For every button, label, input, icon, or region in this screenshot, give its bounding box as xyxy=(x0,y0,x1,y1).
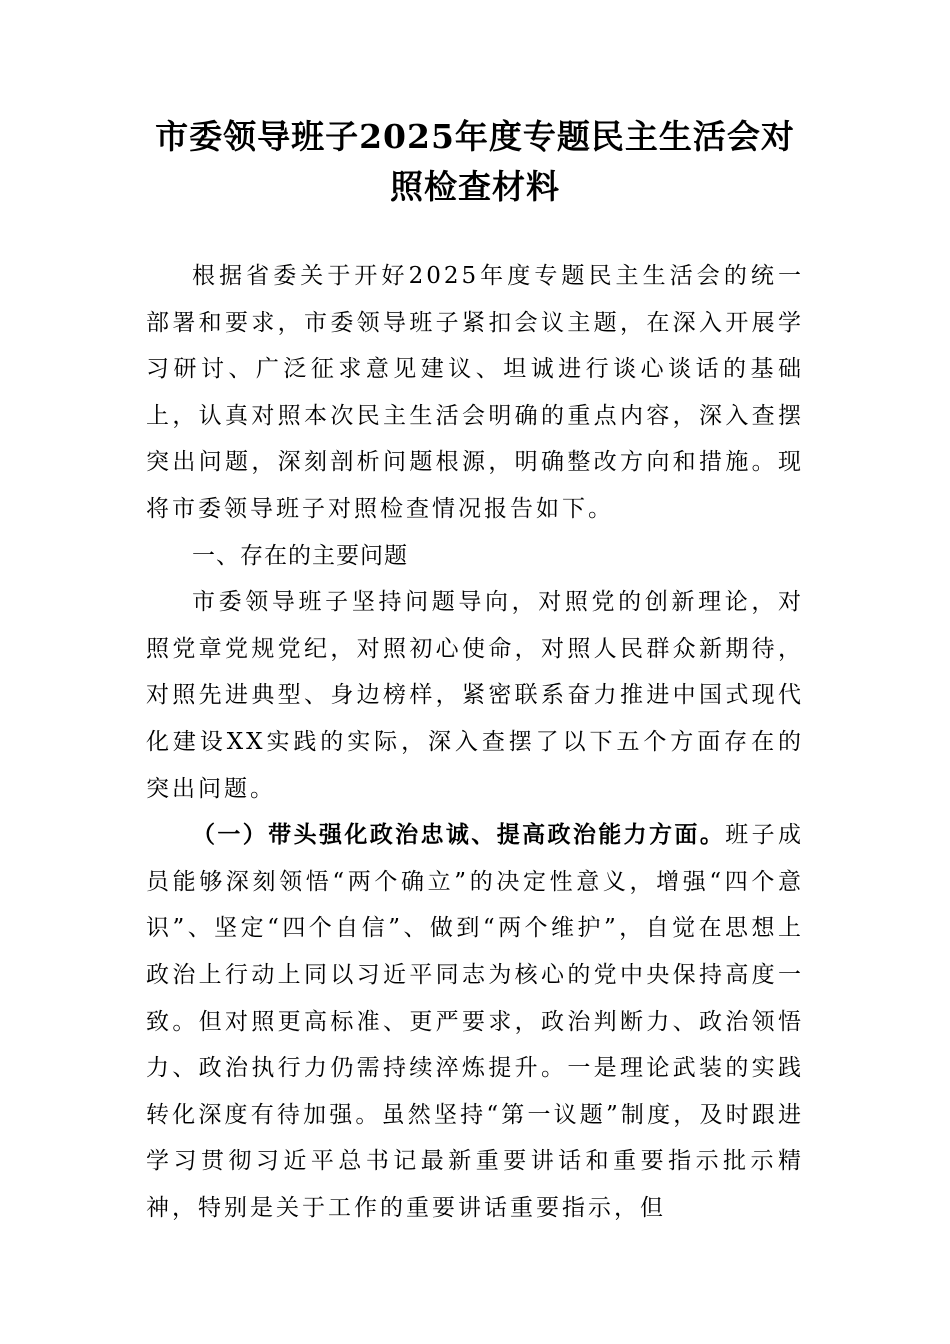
document-title: 市委领导班子2025年度专题民主生活会对照检查材料 xyxy=(155,117,795,206)
subsection-paragraph xyxy=(146,812,804,1231)
intro-paragraph: 根据省委关于开好2025年度专题民主生活会的统一部署和要求，市委领导班子紧扣会议主题，在深入开展学习研讨、广泛征求意见建议、坦诚进行谈心谈话的基础上，认真对照本次民主生活会明确的重点内容，深入查摆突出问题，深刻剖析问题根源，明确整改方向和措施。现将市委领导班子对照检查情况报告如下。 xyxy=(146,263,804,522)
section-intro-paragraph: 市委领导班子坚持问题导向，对照党的创新理论，对照党章党规党纪，对照初心使命，对照人民群众新期待，对照先进典型、身边榜样，紧密联系奋力推进中国式现代化建设XX实践的实际，深入查摆了以下五个方面存在的突出问题。 xyxy=(146,589,804,802)
document-body xyxy=(146,253,804,1231)
subsection-heading: （一）带头强化政治忠诚、提高政治能力方面。 xyxy=(192,822,726,849)
subsection-text: 班子成员能够深刻领悟“两个确立”的决定性意义，增强“四个意识”、坚定“四个自信”、做到“两个维护”，自觉在思想上政治上行动上同以习近平同志为核心的党中央保持高度一致。但对照更高标准、更严要求，政治判断力、政治领悟力、政治执行力仍需持续淬炼提升。一是理论武装的实践转化深度有待加强。虽然坚持“第一议题”制度，及时跟进学习贯彻习近平总书记最新重要讲话和重要指示批示精神，特别是关于工作的重要讲话重要指示，但 xyxy=(146,822,805,1221)
section-heading-problems: 一、存在的主要问题 xyxy=(192,542,408,569)
